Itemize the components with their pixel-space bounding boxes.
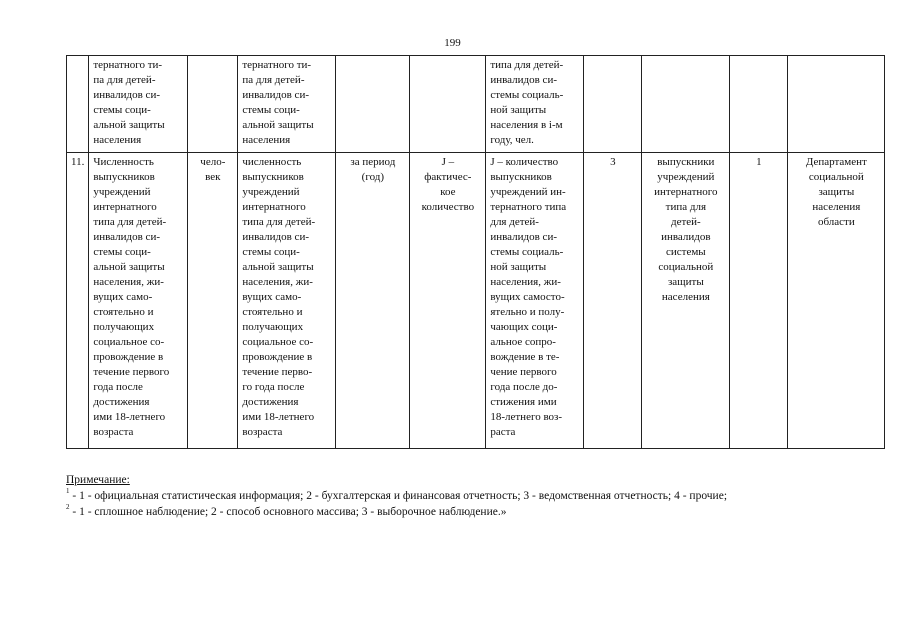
cell-source-method xyxy=(584,56,642,153)
cell-number xyxy=(67,56,89,153)
cell-unit: чело- век xyxy=(188,153,238,449)
cell-period: за период (год) xyxy=(336,153,410,449)
cell-population: выпускники учреждений интернатного типа для детей- инвалидов системы социальной защиты населения xyxy=(642,153,730,449)
note-1-text: - 1 - официальная статистическая информация; 2 - бухгалтерская и финансовая отчетность; 3 - ведомственная отчетность; 4 - прочие; xyxy=(69,490,728,502)
cell-period xyxy=(336,56,410,153)
note-2 xyxy=(66,504,727,520)
cell-source-method: 3 xyxy=(584,153,642,449)
note-1 xyxy=(66,488,727,504)
cell-formula xyxy=(410,56,486,153)
cell-basic-indicators: типа для детей- инвалидов си- стемы социаль- ной защиты населения в i-м году, чел. xyxy=(486,56,584,153)
cell-unit xyxy=(188,56,238,153)
cell-definition: тернатного ти- па для детей- инвалидов си- стемы соци- альной защиты населения xyxy=(238,56,336,153)
cell-collection-method: 1 xyxy=(730,153,788,449)
cell-formula: J – фактичес- кое количество xyxy=(410,153,486,449)
cell-indicator-name: Численность выпускников учреждений интернатного типа для детей- инвалидов си- стемы соци- альной защиты населения, жи- вущих само- стоятельно и получающих социальное со- провождение в течение первого года после достижения ими 18-летнего возраста xyxy=(89,153,188,449)
page-number: 199 xyxy=(444,37,461,49)
cell-basic-indicators: J – количество выпускников учреждений ин- тернатного типа для детей- инвалидов си- стемы социаль- ной защиты населения, жи- вущих самосто- ятельно и полу- чающих соци- альное сопро- вождение в те- чение первого года после до- стижения ими 18-летнего воз- раста xyxy=(486,153,584,449)
cell-collection-method xyxy=(730,56,788,153)
cell-responsible xyxy=(788,56,885,153)
cell-responsible: Департамент социальной защиты населения области xyxy=(788,153,885,449)
cell-definition: численность выпускников учреждений интернатного типа для детей- инвалидов си- стемы соци- альной защиты населения, жи- вущих само- стоятельно и получающих социальное со- провождение в течение перво- го года после достижения ими 18-летнего возраста xyxy=(238,153,336,449)
cell-indicator-name: тернатного ти- па для детей- инвалидов си- стемы соци- альной защиты населения xyxy=(89,56,188,153)
note-2-text: - 1 - сплошное наблюдение; 2 - способ основного массива; 3 - выборочное наблюдение.» xyxy=(69,506,507,518)
table-row-11 xyxy=(67,153,885,449)
cell-population xyxy=(642,56,730,153)
table-row-continuation xyxy=(67,56,885,153)
cell-number: 11. xyxy=(67,153,89,449)
notes-title: Примечание: xyxy=(66,474,130,486)
note-2-marker: 2 xyxy=(66,503,70,511)
note-1-marker: 1 xyxy=(66,487,70,495)
notes-section xyxy=(66,472,727,520)
indicator-table xyxy=(66,55,885,449)
